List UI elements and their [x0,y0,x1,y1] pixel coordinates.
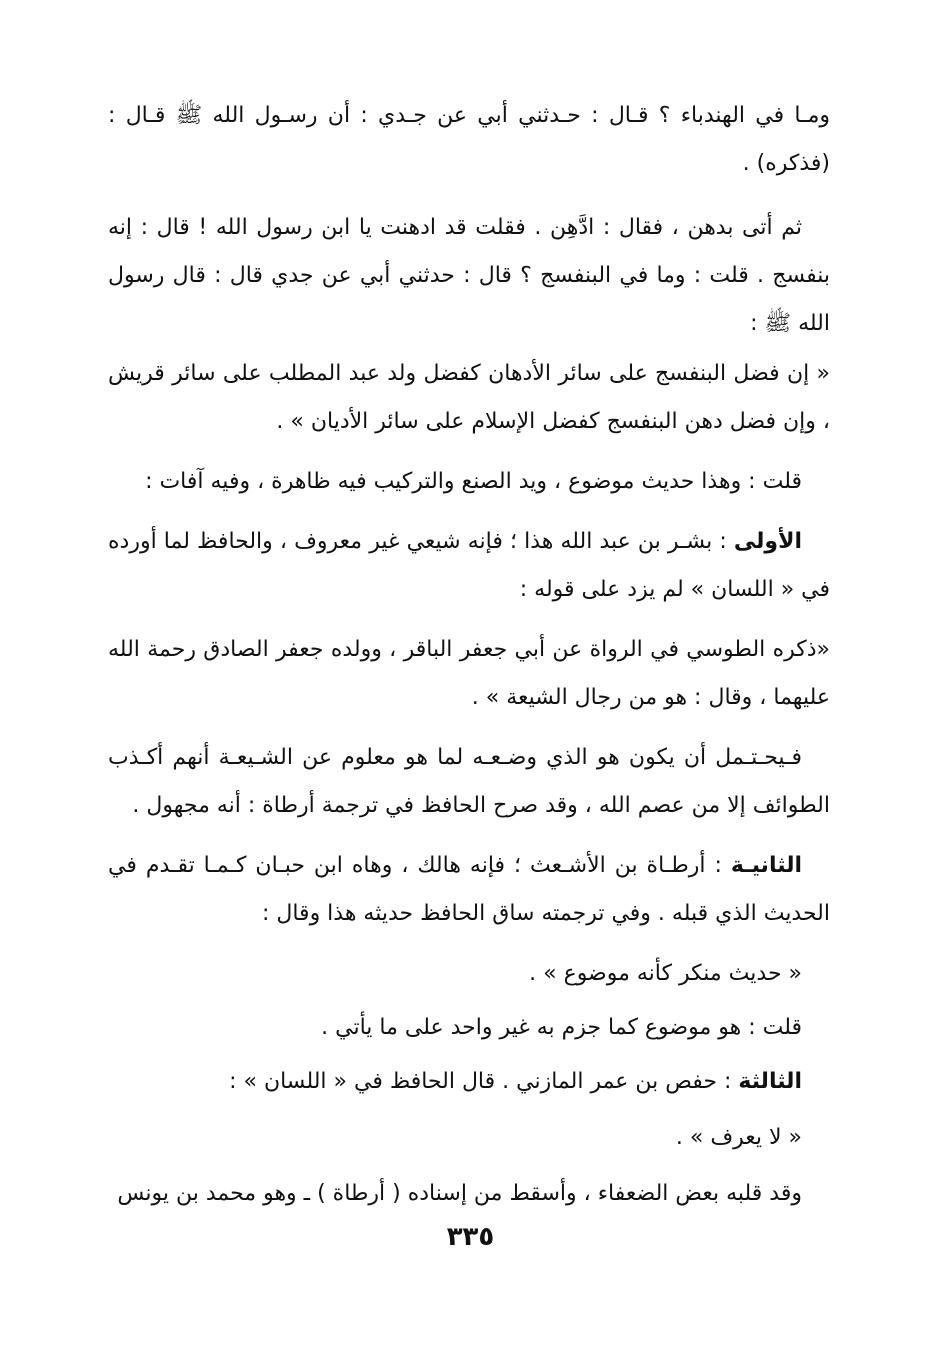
paragraph-violet-quote: « إن فضل البنفسج على سائر الأدهان كفضل ولد عبد المطلب على سائر قريش ، وإن فضل دهن البنفسج كفضل الإسلام على سائر الأديان » . [108,361,830,434]
page-number: ٣٣٥ [446,1222,495,1252]
third-defect-label: الثالثة [738,1069,802,1094]
paragraph-chain-reversal: وقد قلبه بعض الضعفاء ، وأسقط من إسناده ( أرطاة ) ـ وهو محمد بن يونس [117,1181,802,1206]
paragraph-fabrication-possibility: فـيحـتـمل أن يكون هو الذي وضـعـه لما هو معلوم عن الشـيعـة أنهم أكـذب الطوائف إلا من عصم الله ، وقد صرح الحافظ في ترجمة أرطاة : أنه مجهول . [108,745,830,818]
paragraph-mawdu-note: قلت : هو موضوع كما جزم به غير واحد على ما يأتي . [321,1015,802,1040]
paragraph-tusi-quote: «ذكره الطوسي في الرواة عن أبي جعفر الباقر ، وولده جعفر الصادق رحمة الله عليهما ، وقال : هو من رجال الشيعة » . [108,637,830,710]
paragraph-third-defect [108,1058,830,1106]
second-defect-text: : أرطـاة بن الأشـعث ؛ فإنه هالك ، وهاه ابن حبـان كـمـا تقـدم في الحديث الذي قبله . وفي ترجمته ساق الحافظ حديثه هذا وقال : [108,853,830,926]
third-defect-text: : حفص بن عمر المازني . قال الحافظ في « اللسان » : [229,1069,739,1094]
paragraph-hindiba-hadith: ومـا في الهندباء ؟ قـال : حـدثني أبي عن جـدي : أن رسـول الله ﷺ قـال : (فذكره) . [108,103,830,176]
paragraph-oil-hadith: ثم أتى بدهن ، فقال : ادَّهِن . فقلت قد ادهنت يا ابن رسول الله ! قال : إنه بنفسج . قلت : وما في البنفسج ؟ قال : حدثني أبي عن جدي قال : قال رسول الله ﷺ : [108,215,830,336]
first-defect-label: الأولى [733,529,802,554]
paragraph-fabricated-note: قلت : وهذا حديث موضوع ، ويد الصنع والتركيب فيه ظاهرة ، وفيه آفات : [145,469,802,494]
second-defect-label: الثانيـة [730,853,802,878]
paragraph-first-defect [108,518,830,614]
paragraph-munkar-quote: « حديث منكر كأنه موضوع » . [529,961,802,986]
paragraph-unknown-quote: « لا يعرف » . [675,1125,802,1150]
first-defect-text: : بشـر بن عبد الله هذا ؛ فإنه شيعي غير معروف ، والحافظ لما أورده في « اللسان » لم يزد على قوله : [108,529,830,602]
paragraph-second-defect [108,842,830,938]
